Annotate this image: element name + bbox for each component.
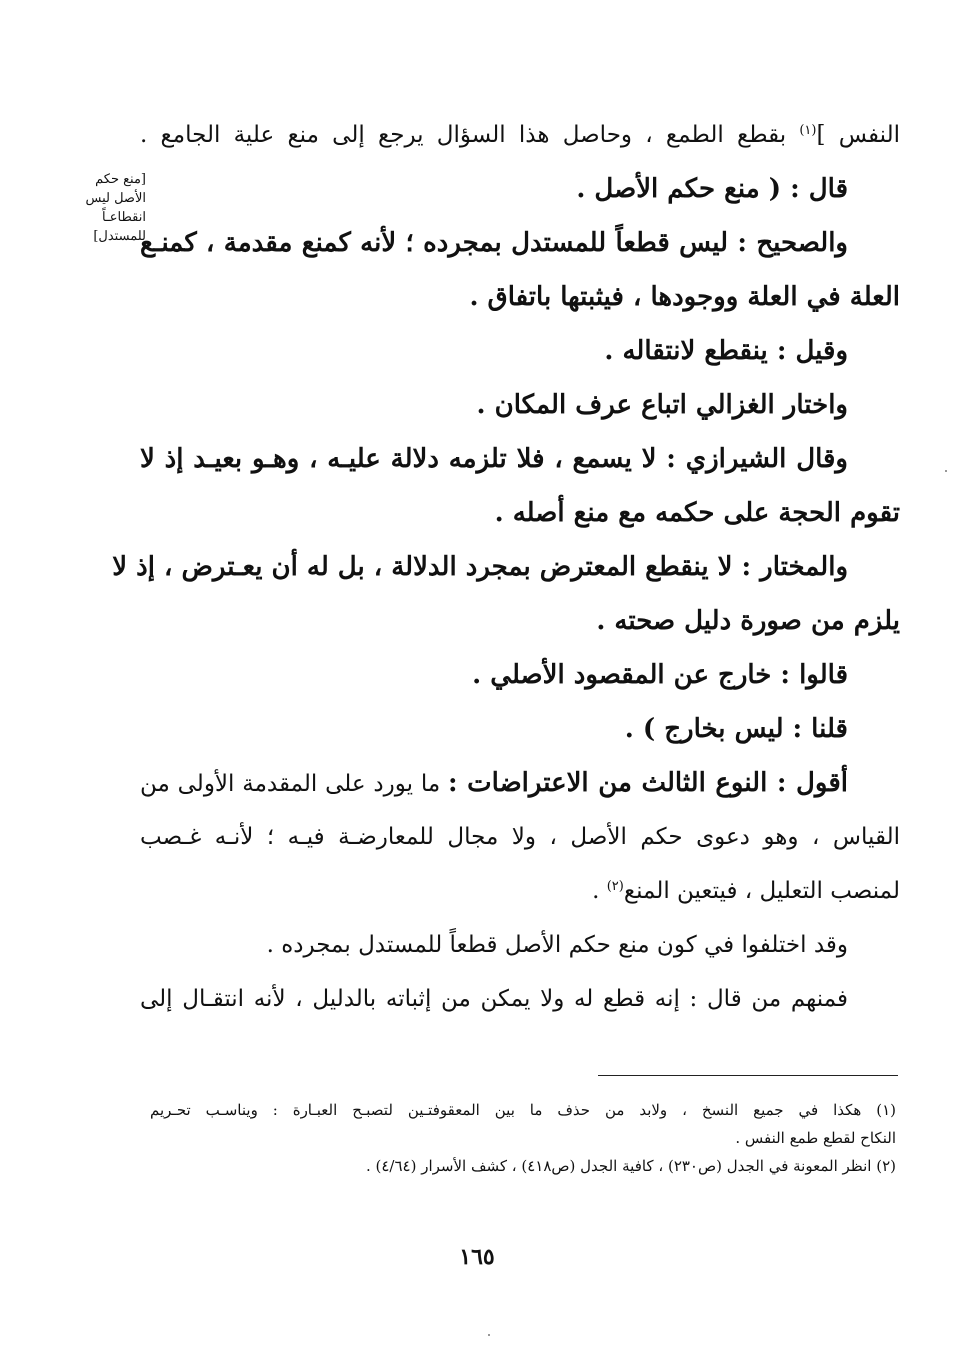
- text-line-11: قالوا : خارج عن المقصود الأصلي .: [472, 660, 848, 690]
- text-line-17: فمنهم من قال : إنه قطع له ولا يمكن من إثباته بالدليل ، لأنه انتقـال إلى: [140, 986, 848, 1012]
- footnote-separator: [598, 1075, 898, 1076]
- footnote-1-continued: النكاح لقطع طمع النفس .: [735, 1129, 896, 1147]
- footnote-2: (٢) انظر المعونة في الجدل (ص٢٣٠) ، كافية الجدل (ص٤١٨) ، كشف الأسرار (٤/٦٤) .: [365, 1157, 896, 1175]
- text-line-12: قلنا : ليس بخارج ) .: [624, 714, 848, 744]
- footnote-1: (١) هكذا في جميع النسخ ، ولابد من حذف ما بين المعقوفتـين لتصبـح العبـارة : ويناسـب تحـريم: [150, 1101, 896, 1119]
- text-line-10: يلزم من صورة دليل صحته .: [596, 606, 900, 636]
- section-heading: أقول : النوع الثالث من الاعتراضات :: [448, 768, 848, 798]
- footnotes: [150, 1096, 896, 1180]
- text-line-3: والصحيح : ليس قطعاً للمستدل بمجرده ؛ لأنه كمنع مقدمة ، كمنـع: [140, 228, 848, 258]
- text-line-4: العلة في العلة ووجودها ، فيثبتها باتفاق .: [469, 282, 900, 312]
- text-line-13: أقول : النوع الثالث من الاعتراضات : ما يورد على المقدمة الأولى من: [140, 768, 848, 798]
- text-line-16: وقد اختلفوا في كون منع حكم الأصل قطعاً للمستدل بمجرده .: [266, 932, 848, 958]
- text-line-2: قال : ( منع حكم الأصل .: [576, 174, 848, 204]
- text-line-5: وقيل : ينقطع لانتقاله .: [604, 336, 848, 366]
- text-line-8: تقوم الحجة على حكمه مع منع أصله .: [494, 498, 900, 528]
- text-line-1: النفس ]$^{(١)}$ بقطع الطمع ، وحاصل هذا السؤال يرجع إلى منع علية الجامع .: [140, 122, 900, 148]
- page-number: ١٦٥: [459, 1244, 495, 1270]
- scan-speck: [488, 1334, 490, 1336]
- scan-speck: [945, 470, 947, 472]
- text-line-14: القياس ، وهو دعوى حكم الأصل ، ولا مجال للمعارضـة فيـه ؛ لأنـه غـصب: [140, 824, 900, 850]
- text-line-6: واختار الغزالي اتباع عرف المكان .: [476, 390, 848, 420]
- margin-note: [منع حكم الأصل ليس انقطاعـاً للمستدل]: [85, 172, 146, 244]
- footnote-ref-1[interactable]: (١): [799, 123, 817, 138]
- text-line-9: والمختار : لا ينقطع المعترض بمجرد الدلالة ، بل له أن يعـترض ، إذ لا: [112, 552, 848, 582]
- footnote-ref-2[interactable]: (٢): [606, 879, 624, 894]
- text-line-7: وقال الشيرازي : لا يسمع ، فلا تلزمه دلالة عليـه ، وهـو بعيـد إذ لا: [140, 444, 848, 474]
- text-line-15: لمنصب التعليل ، فيتعين المنع$^{(٢)}$ .: [592, 878, 900, 904]
